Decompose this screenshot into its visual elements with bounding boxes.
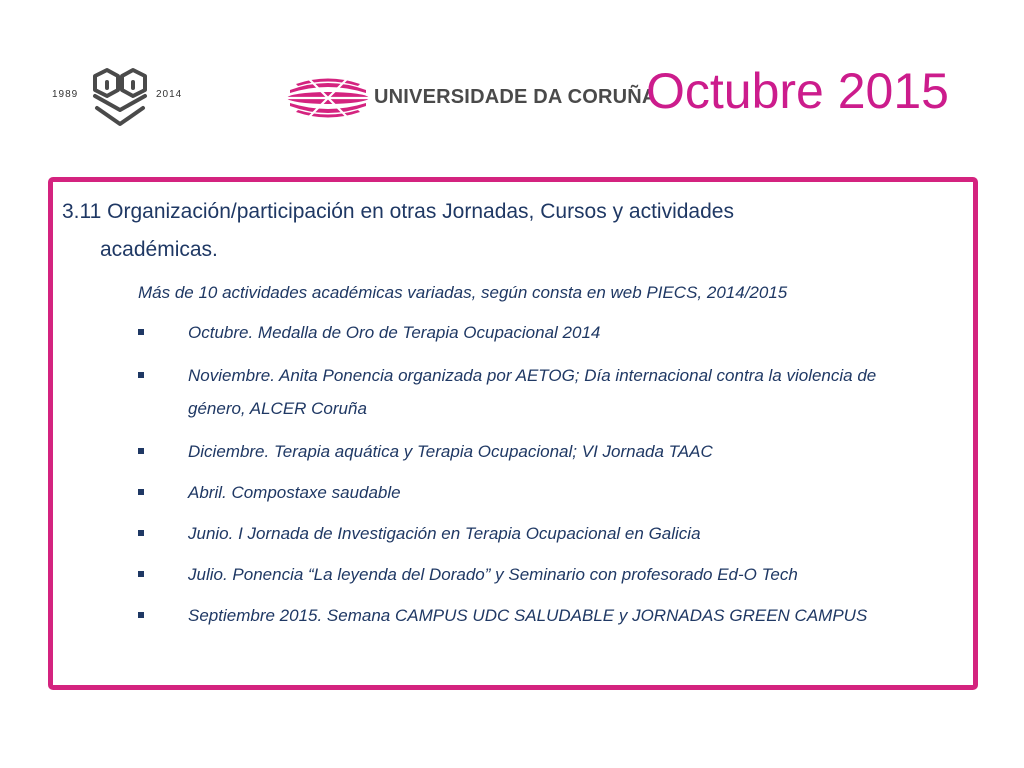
list-item [138,599,938,632]
university-logo [286,76,657,120]
list-item [138,517,938,550]
university-name: UNIVERSIDADE DA CORUÑA [374,86,657,108]
list-item [138,476,938,509]
list-item-text: Noviembre. Anita Ponencia organizada por AETOG; Día internacional contra la violencia de género, ALCER Coruña [188,366,877,418]
page-title: Octubre 2015 [646,63,949,119]
list-item-text: Junio. I Jornada de Investigación en Terapia Ocupacional en Galicia [188,524,701,543]
anniversary-emblem-icon [91,66,149,128]
section-heading [62,193,942,269]
intro-text: Más de 10 actividades académicas variadas, según consta en web PIECS, 2014/2015 [138,283,788,302]
section-heading-line1: 3.11 Organización/participación en otras Jornadas, Cursos y actividades [62,200,734,223]
anniversary-end-year: 2014 [156,89,183,100]
anniversary-start-year: 1989 [52,89,79,100]
list-item [138,558,938,591]
square-bullet-icon [138,489,144,495]
list-item-text: Septiembre 2015. Semana CAMPUS UDC SALUDABLE y JORNADAS GREEN CAMPUS [188,606,868,625]
list-item [138,435,938,468]
list-item-text: Octubre. Medalla de Oro de Terapia Ocupacional 2014 [188,323,601,342]
list-item-text: Julio. Ponencia “La leyenda del Dorado” y Seminario con profesorado Ed-O Tech [188,565,798,584]
square-bullet-icon [138,530,144,536]
square-bullet-icon [138,612,144,618]
list-item-text: Abril. Compostaxe saudable [188,483,401,502]
square-bullet-icon [138,571,144,577]
university-emblem-icon [286,76,370,120]
list-item [138,316,938,349]
list-item-text: Diciembre. Terapia aquática y Terapia Ocupacional; VI Jornada TAAC [188,442,713,461]
square-bullet-icon [138,372,144,378]
anniversary-logo [52,64,192,130]
slide-header [0,0,1024,160]
section-heading-line2: académicas. [100,238,218,261]
square-bullet-icon [138,448,144,454]
square-bullet-icon [138,329,144,335]
list-item [138,359,938,425]
